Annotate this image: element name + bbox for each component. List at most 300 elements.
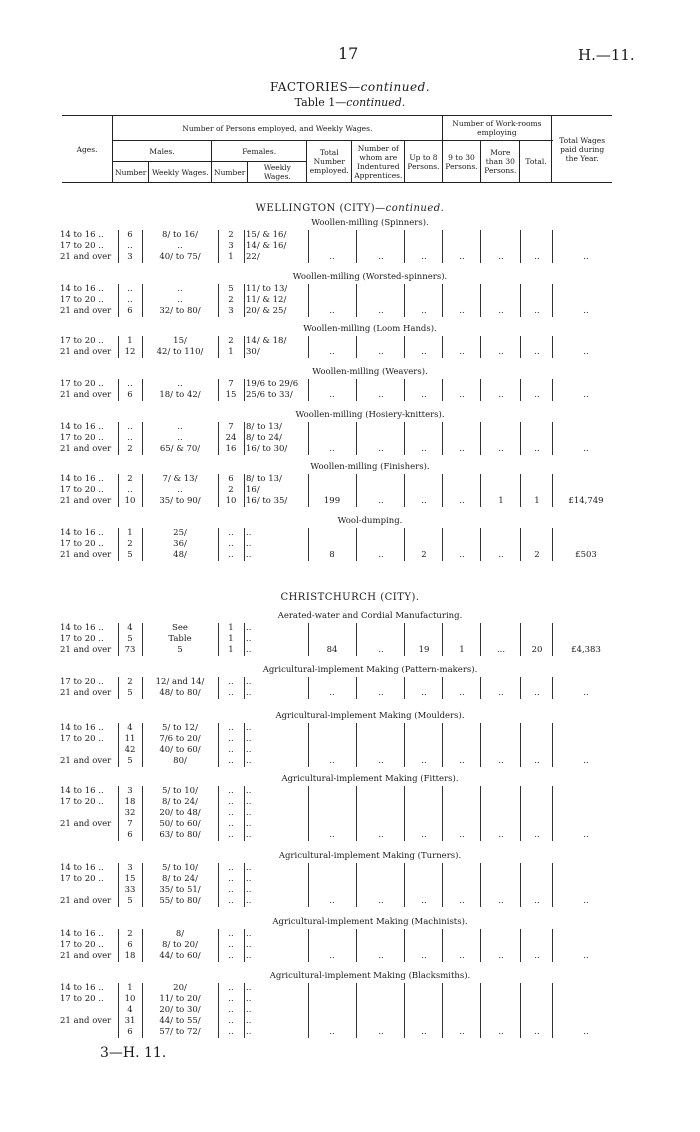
column-rule (442, 528, 443, 561)
header-more-than-30: More than 30 Persons. (481, 141, 520, 183)
female-wages: .. (246, 786, 252, 796)
column-rule (442, 863, 443, 907)
female-number: 2 (228, 230, 234, 240)
male-number: 31 (124, 1016, 136, 1026)
column-rule (118, 983, 119, 1038)
row-age: 14 to 16 .. (60, 284, 104, 294)
male-wages: 36/ (173, 539, 187, 549)
female-wages: 11/ & 12/ (246, 295, 287, 305)
female-number: 3 (228, 306, 234, 316)
table-row (60, 474, 620, 485)
column-rule (404, 983, 405, 1038)
total-wages: .. (583, 688, 589, 698)
total-wages: £14,749 (568, 496, 604, 506)
industry-title: Woollen-milling (Weavers). (312, 367, 428, 377)
male-wages: 32/ to 80/ (159, 306, 201, 316)
column-rule (308, 528, 309, 561)
column-rule (118, 723, 119, 767)
column-rule (308, 723, 309, 767)
more-than-30: .. (498, 896, 504, 906)
female-wages: .. (246, 994, 252, 1004)
table-row (60, 929, 620, 940)
table-row (60, 230, 620, 241)
column-rule (142, 623, 143, 656)
industry-group (60, 851, 620, 907)
table-row (60, 983, 620, 994)
male-wages: 20/ to 30/ (159, 1005, 201, 1015)
column-rule (552, 786, 553, 841)
male-wages: See (172, 623, 188, 633)
more-than-30: .. (498, 951, 504, 961)
up-to-8: .. (421, 252, 427, 262)
column-rule (356, 786, 357, 841)
column-rule (118, 284, 119, 317)
female-wages: .. (246, 951, 252, 961)
column-rule (480, 786, 481, 841)
column-rule (244, 230, 245, 263)
table-row (60, 688, 620, 699)
column-rule (404, 230, 405, 263)
industry-title: Woollen-milling (Hosiery-knitters). (295, 410, 445, 420)
workroom-total: .. (534, 347, 540, 357)
male-wages: 7/6 to 20/ (159, 734, 201, 744)
female-wages: .. (246, 528, 252, 538)
total-wages: £503 (575, 550, 597, 560)
row-age: 17 to 20 .. (60, 379, 104, 389)
column-rule (356, 677, 357, 699)
female-number: .. (228, 528, 234, 538)
table-row (60, 444, 620, 455)
total-employed: .. (329, 1027, 335, 1037)
industry-group (60, 917, 620, 962)
row-age: 21 and over (60, 390, 112, 400)
up-to-8: .. (421, 688, 427, 698)
column-rule (520, 284, 521, 317)
table-row (60, 295, 620, 306)
male-wages: 8/ to 16/ (162, 230, 198, 240)
industry-title: Agricultural-implement Making (Blacksmiths). (269, 971, 471, 981)
column-rule (480, 528, 481, 561)
table-row (60, 1016, 620, 1027)
table-row (60, 539, 620, 550)
table-row (60, 1027, 620, 1038)
female-wages: .. (246, 819, 252, 829)
total-employed: .. (329, 444, 335, 454)
industry-group (60, 324, 620, 358)
column-rule (404, 336, 405, 358)
table-row (60, 1005, 620, 1016)
column-rule (142, 929, 143, 962)
industry-rows (60, 786, 620, 841)
female-number: 6 (228, 474, 234, 484)
male-wages: .. (177, 433, 183, 443)
male-number: 5 (127, 550, 133, 560)
column-rule (480, 929, 481, 962)
industry-group (60, 272, 620, 317)
female-wages: .. (246, 983, 252, 993)
column-rule (356, 379, 357, 401)
column-rule (356, 723, 357, 767)
section-wellington-name: WELLINGTON (CITY)— (255, 203, 386, 214)
column-rule (552, 336, 553, 358)
male-wages: .. (177, 284, 183, 294)
column-rule (480, 336, 481, 358)
female-number: 2 (228, 295, 234, 305)
up-to-8: .. (421, 496, 427, 506)
total-wages: .. (583, 347, 589, 357)
male-wages: 57/ to 72/ (159, 1027, 201, 1037)
industry-rows (60, 284, 620, 317)
row-age: 14 to 16 .. (60, 929, 104, 939)
female-number: .. (228, 550, 234, 560)
industry-group (60, 611, 620, 656)
female-wages: .. (246, 808, 252, 818)
industry-title: Woollen-milling (Spinners). (311, 218, 429, 228)
male-wages: 55/ to 80/ (159, 896, 201, 906)
column-rule (404, 474, 405, 507)
column-rule (244, 723, 245, 767)
row-age: 17 to 20 .. (60, 940, 104, 950)
nine-to-30: .. (459, 550, 465, 560)
column-rule (142, 284, 143, 317)
column-rule (356, 929, 357, 962)
row-age: 14 to 16 .. (60, 983, 104, 993)
table-row (60, 496, 620, 507)
header-female-wages: Weekly Wages. (248, 162, 307, 183)
more-than-30: .. (498, 550, 504, 560)
row-age: 17 to 20 .. (60, 433, 104, 443)
female-wages: 8/ to 24/ (246, 433, 282, 443)
female-number: .. (228, 940, 234, 950)
up-to-8: .. (421, 951, 427, 961)
workroom-total: .. (534, 951, 540, 961)
column-rule (356, 230, 357, 263)
column-rule (118, 677, 119, 699)
female-wages: .. (246, 830, 252, 840)
female-number: 10 (225, 496, 237, 506)
industry-rows (60, 474, 620, 507)
female-wages: .. (246, 645, 252, 655)
column-rule (552, 677, 553, 699)
column-rule (520, 863, 521, 907)
column-rule (218, 474, 219, 507)
female-wages: 14/ & 16/ (246, 241, 287, 251)
male-wages: 65/ & 70/ (159, 444, 201, 454)
male-number: .. (127, 379, 133, 389)
female-wages: .. (246, 1016, 252, 1026)
table-row (60, 677, 620, 688)
row-age: 21 and over (60, 688, 112, 698)
table-row (60, 723, 620, 734)
column-rule (404, 786, 405, 841)
female-number: 24 (225, 433, 237, 443)
male-wages: 40/ to 60/ (159, 745, 201, 755)
female-wages: .. (246, 677, 252, 687)
male-wages: 42/ to 110/ (156, 347, 204, 357)
female-number: 2 (228, 485, 234, 495)
column-rule (356, 528, 357, 561)
nine-to-30: .. (459, 896, 465, 906)
female-wages: .. (246, 863, 252, 873)
row-age: 21 and over (60, 252, 112, 262)
row-age: 21 and over (60, 951, 112, 961)
female-wages: 15/ & 16/ (246, 230, 287, 240)
page-number: 17 (338, 44, 359, 63)
column-rule (308, 474, 309, 507)
column-rule (218, 379, 219, 401)
total-employed: 199 (323, 496, 341, 506)
table-row (60, 797, 620, 808)
column-rule (442, 929, 443, 962)
column-rule (552, 723, 553, 767)
female-wages: .. (246, 1005, 252, 1015)
header-total-number: Total Number employed. (307, 141, 352, 183)
male-number: 2 (127, 929, 133, 939)
male-number: 5 (127, 688, 133, 698)
female-number: .. (228, 797, 234, 807)
column-rule (218, 786, 219, 841)
male-number: 42 (124, 745, 136, 755)
row-age: 14 to 16 .. (60, 230, 104, 240)
column-rule (520, 379, 521, 401)
male-wages: 12/ and 14/ (155, 677, 205, 687)
column-rule (404, 723, 405, 767)
table-row (60, 940, 620, 951)
male-wages: 20/ to 48/ (159, 808, 201, 818)
column-rule (480, 422, 481, 455)
industry-rows (60, 379, 620, 401)
table-row (60, 808, 620, 819)
industry-title: Agricultural-implement Making (Moulders). (275, 711, 465, 721)
table-row (60, 433, 620, 444)
male-number: 3 (127, 786, 133, 796)
section-wellington (0, 203, 700, 214)
row-age: 17 to 20 .. (60, 677, 104, 687)
male-number: 4 (127, 723, 133, 733)
row-age: 21 and over (60, 1016, 112, 1026)
female-wages: 16/ to 30/ (246, 444, 288, 454)
column-rule (404, 929, 405, 962)
table-row (60, 786, 620, 797)
industry-rows (60, 983, 620, 1038)
male-number: 3 (127, 252, 133, 262)
table-row (60, 241, 620, 252)
column-rule (142, 336, 143, 358)
table-label: Table 1— (294, 96, 347, 109)
workroom-total: 1 (534, 496, 540, 506)
female-number: 1 (228, 252, 234, 262)
column-rule (118, 863, 119, 907)
header-total: Total. (520, 141, 552, 183)
page-title (0, 80, 700, 94)
indentured: .. (378, 756, 384, 766)
female-number: 1 (228, 347, 234, 357)
industry-title: Agricultural-implement Making (Pattern-makers). (262, 665, 478, 675)
column-rule (308, 230, 309, 263)
female-number: .. (228, 539, 234, 549)
header-workrooms: Number of Work-rooms employing (442, 116, 552, 141)
column-rule (118, 379, 119, 401)
row-age: 17 to 20 .. (60, 797, 104, 807)
total-wages: .. (583, 252, 589, 262)
industry-rows (60, 723, 620, 767)
total-wages: .. (583, 390, 589, 400)
table-row (60, 623, 620, 634)
male-number: 2 (127, 444, 133, 454)
total-wages: .. (583, 830, 589, 840)
table-row (60, 874, 620, 885)
column-rule (552, 623, 553, 656)
total-employed: .. (329, 896, 335, 906)
female-number: .. (228, 951, 234, 961)
female-number: 5 (228, 284, 234, 294)
table-row (60, 994, 620, 1005)
table-row (60, 756, 620, 767)
female-number: .. (228, 677, 234, 687)
female-wages: .. (246, 745, 252, 755)
column-rule (308, 284, 309, 317)
male-number: 4 (127, 623, 133, 633)
female-number: .. (228, 1016, 234, 1026)
table-row (60, 550, 620, 561)
indentured: .. (378, 1027, 384, 1037)
column-rule (308, 379, 309, 401)
table-row (60, 830, 620, 841)
column-rule (118, 528, 119, 561)
female-wages: .. (246, 688, 252, 698)
nine-to-30: .. (459, 347, 465, 357)
indentured: .. (378, 347, 384, 357)
female-number: .. (228, 734, 234, 744)
male-number: 12 (124, 347, 136, 357)
industry-rows (60, 336, 620, 358)
column-rule (520, 623, 521, 656)
male-wages: 18/ to 42/ (159, 390, 201, 400)
female-wages: .. (246, 756, 252, 766)
column-rule (520, 474, 521, 507)
column-rule (404, 284, 405, 317)
female-number: .. (228, 994, 234, 1004)
female-wages: 16/ (246, 485, 260, 495)
male-wages: 80/ (173, 756, 187, 766)
male-number: 73 (124, 645, 136, 655)
female-number: .. (228, 830, 234, 840)
male-wages: 48/ (173, 550, 187, 560)
male-wages: 5/ to 12/ (162, 723, 198, 733)
up-to-8: .. (421, 390, 427, 400)
column-rule (552, 230, 553, 263)
up-to-8: .. (421, 830, 427, 840)
column-rule (118, 336, 119, 358)
header-male-wages: Weekly Wages. (149, 162, 212, 183)
male-wages: .. (177, 295, 183, 305)
workroom-total: .. (534, 252, 540, 262)
column-rule (142, 723, 143, 767)
more-than-30: .. (498, 252, 504, 262)
indentured: .. (378, 896, 384, 906)
industry-group (60, 774, 620, 841)
industry-group (60, 218, 620, 263)
female-wages: 30/ (246, 347, 260, 357)
column-rule (480, 623, 481, 656)
column-rule (118, 230, 119, 263)
more-than-30: ... (496, 645, 506, 655)
nine-to-30: .. (459, 951, 465, 961)
table-row (60, 734, 620, 745)
male-wages: 25/ (173, 528, 187, 538)
female-number: 1 (228, 645, 234, 655)
row-age: 14 to 16 .. (60, 528, 104, 538)
column-rule (442, 336, 443, 358)
female-wages: .. (246, 797, 252, 807)
nine-to-30: .. (459, 756, 465, 766)
female-number: .. (228, 983, 234, 993)
female-wages: .. (246, 940, 252, 950)
title-continued: continued. (360, 80, 431, 94)
male-wages: 44/ to 60/ (159, 951, 201, 961)
nine-to-30: .. (459, 496, 465, 506)
female-wages: 20/ & 25/ (246, 306, 287, 316)
male-number: 5 (127, 756, 133, 766)
column-rule (218, 284, 219, 317)
column-rule (142, 474, 143, 507)
total-employed: .. (329, 756, 335, 766)
column-rule (118, 623, 119, 656)
female-number: .. (228, 929, 234, 939)
total-wages: .. (583, 951, 589, 961)
workroom-total: .. (534, 896, 540, 906)
male-wages: .. (177, 379, 183, 389)
total-employed: .. (329, 688, 335, 698)
female-wages: .. (246, 623, 252, 633)
industry-rows (60, 863, 620, 907)
male-number: 32 (124, 808, 136, 818)
header-up-to-8: Up to 8 Persons. (405, 141, 442, 183)
column-rule (142, 983, 143, 1038)
table-row (60, 528, 620, 539)
row-age: 21 and over (60, 756, 112, 766)
total-employed: .. (329, 306, 335, 316)
indentured: .. (378, 390, 384, 400)
female-wages: .. (246, 723, 252, 733)
table-row (60, 863, 620, 874)
row-age: 17 to 20 .. (60, 734, 104, 744)
column-rule (244, 336, 245, 358)
column-rule (244, 929, 245, 962)
column-rule (520, 677, 521, 699)
table-row (60, 252, 620, 263)
table-title (0, 96, 700, 109)
column-rule (218, 230, 219, 263)
female-wages: .. (246, 734, 252, 744)
indentured: .. (378, 951, 384, 961)
male-number: 2 (127, 539, 133, 549)
male-number: 18 (124, 797, 136, 807)
industry-group (60, 462, 620, 507)
table-row (60, 745, 620, 756)
workroom-total: .. (534, 830, 540, 840)
column-rule (218, 623, 219, 656)
total-wages: .. (583, 306, 589, 316)
total-wages: £4,383 (571, 645, 601, 655)
male-number: 18 (124, 951, 136, 961)
column-rule (404, 379, 405, 401)
column-rule (356, 284, 357, 317)
row-age: 17 to 20 .. (60, 241, 104, 251)
male-wages: .. (177, 485, 183, 495)
column-rule (552, 422, 553, 455)
more-than-30: .. (498, 390, 504, 400)
